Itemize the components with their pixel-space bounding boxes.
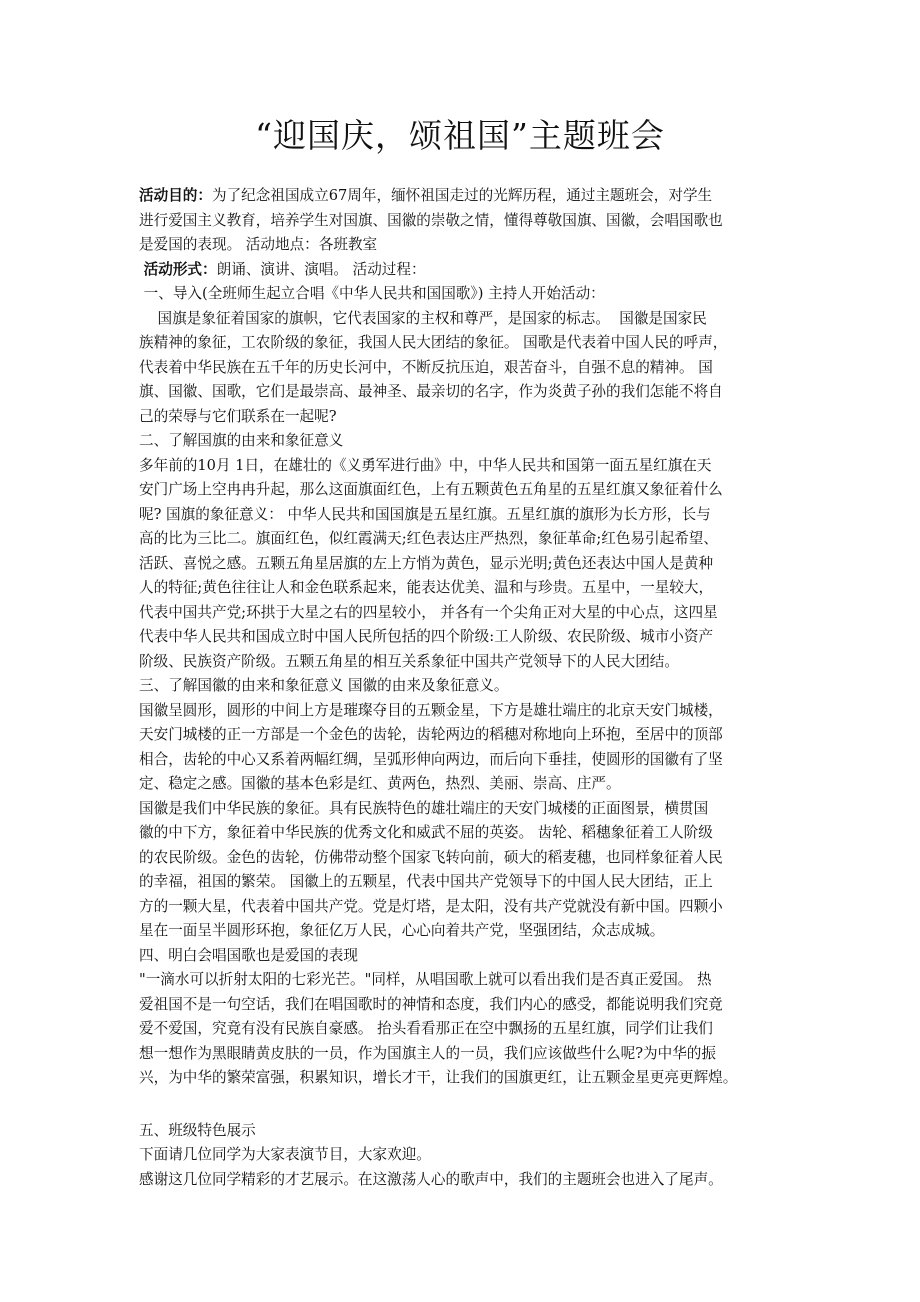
paragraph-line: 国徽呈圆形，圆形的中间上方是璀璨夺目的五颗金星，下方是雄壮端庄的北京天安门城楼， (139, 701, 723, 719)
form-label: 活动形式： (143, 260, 217, 278)
section-3-heading: 三、了解国徽的由来和象征意义 国徽的由来及象征意义。 (139, 677, 509, 694)
purpose-label: 活动目的： (139, 187, 212, 204)
section-4-heading: 四、明白会唱国歌也是爱国的表现 (139, 946, 358, 964)
paragraph-line: 代表中华人民共和国成立时中国人民所包括的四个阶级:工人阶级、农民阶级、城市小资产 (139, 628, 714, 645)
paragraph-line: 兴，为中华的繁荣富强，积累知识，增长才干，让我们的国旗更红，让五颗金星更亮更辉煌。 (139, 1069, 738, 1086)
paragraph-line: 呢? 国旗的象征意义： 中华人民共和国国旗是五星红旗。五星红旗的旗形为长方形，长与 (139, 505, 711, 523)
paragraph-gap (139, 1091, 789, 1119)
paragraph-line: 己的荣辱与它们联系在一起呢? (139, 407, 337, 425)
section-5-heading: 五、班级特色展示 (139, 1121, 256, 1139)
paragraph-line: 的幸福，祖国的繁荣。 国徽上的五颗星，代表中国共产党领导下的中国人民大团结，正上 (139, 873, 713, 890)
paragraph-line: 高的比为三比二。旗面红色，似红霞满天;红色表达庄严热烈，象征革命;红色易引起希望、 (139, 530, 718, 547)
paragraph-line: 旗、国徽、国歌，它们是最崇高、最神圣、最亲切的名字，作为炎黄子孙的我们怎能不将自 (139, 383, 723, 400)
paragraph-line: 的农民阶级。金色的齿轮，仿佛带动整个国家飞转向前，硕大的稻麦穗，也同样象征着人民 (139, 848, 723, 866)
paragraph-line: 安门广场上空冉冉升起，那么这面旗面红色，上有五颗黄色五角星的五星红旗又象征着什么 (139, 481, 723, 498)
paragraph-line: 爱祖国不是一句空话，我们在唱国歌时的神情和态度，我们内心的感受，都能说明我们究竟 (139, 995, 723, 1013)
paragraph-line: "一滴水可以折射太阳的七彩光芒。"同样，从唱国歌上就可以看出我们是否真正爱国。 热 (139, 971, 712, 988)
purpose-line: 是爱国的表现。 活动地点：各班教室 (139, 236, 378, 253)
paragraph-line: 族精神的象征，工农阶级的象征，我国人民大团结的象征。 国歌是代表着中国人民的呼声， (139, 334, 728, 351)
paragraph-line: 定、稳定之感。国徽的基本色彩是红、黄两色，热烈、美丽、崇高、庄严。 (139, 775, 621, 792)
paragraph-line: 国徽是我们中华民族的象征。具有民族特色的雄壮端庄的天安门城楼的正面图景，横贯国 (139, 799, 709, 817)
section-2-heading: 二、了解国旗的由来和象征意义 (139, 432, 344, 449)
paragraph-line: 活跃、喜悦之感。五颗五角星居旗的左上方悄为黄色，显示光明;黄色还表达中国人是黄种 (139, 554, 714, 572)
paragraph-line: 相合，齿轮的中心又系着两幅红绸，呈弧形伸向两边，而后向下垂挂，使圆形的国徽有了坚 (139, 750, 723, 768)
paragraph-line: 代表中国共产党;环拱于大星之右的四星较小， 并各有一个尖角正对大星的中心点，这四星 (139, 603, 718, 621)
purpose-line: 进行爱国主义教育，培养学生对国旗、国徽的崇敬之情，懂得尊敬国旗、国徽，会唱国歌也 (139, 211, 723, 229)
document-title: “迎国庆，颂祖国”主题班会 (255, 116, 665, 155)
paragraph-line: 星在一面呈半圆形环抱，象征亿万人民，心心向着共产党，坚强团结，众志成城。 (139, 922, 665, 939)
paragraph-line: 代表着中华民族在五千年的历史长河中，不断反抗压迫，艰苦奋斗，自强不息的精神。 国 (139, 358, 713, 376)
paragraph-line: 多年前的10月 1日，在雄壮的《义勇军进行曲》中，中华人民共和国第一面五星红旗在天 (139, 456, 712, 474)
document-body (139, 184, 789, 1192)
paragraph-line: 国旗是象征着国家的旗帜，它代表国家的主权和尊严，是国家的标志。 国徽是国家民 (139, 309, 707, 327)
form-text: 朗诵、演讲、演唱。 活动过程： (216, 260, 426, 278)
paragraph-line: 感谢这几位同学精彩的才艺展示。在这激荡人心的歌声中，我们的主题班会也进入了尾声。 (139, 1170, 723, 1188)
paragraph-line: 爱不爱国，究竟有没有民族自豪感。 抬头看看那正在空中飘扬的五星红旗，同学们让我们 (139, 1020, 713, 1037)
form-line (139, 258, 789, 283)
paragraph-line: 人的特征;黄色往往让人和金色联系起来，能表达优美、温和与珍贵。五星中，一星较大， (139, 579, 714, 596)
paragraph-line: 天安门城楼的正一方部是一个金色的齿轮，齿轮两边的稻穗对称地向上环抱，至居中的顶部 (139, 726, 723, 743)
paragraph-line: 徽的中下方，象征着中华民族的优秀文化和威武不屈的英姿。 齿轮、稻穗象征着工人阶级 (139, 824, 713, 841)
paragraph-line: 方的一颗大星，代表着中国共产党。党是灯塔，是太阳，没有共产党就没有新中国。四颗小 (139, 897, 723, 915)
purpose-text: 为了纪念祖国成立67周年，缅怀祖国走过的光辉历程，通过主题班会，对学生 (211, 187, 713, 204)
section-1-heading: 一、导入(全班师生起立合唱《中华人民共和国国歌》) 主持人开始活动： (139, 285, 605, 302)
purpose-line (139, 184, 789, 209)
paragraph-line: 阶级、民族资产阶级。五颗五角星的相互关系象征中国共产党领导下的人民大团结。 (139, 652, 679, 670)
paragraph-line: 想一想作为黑眼睛黄皮肤的一员，作为国旗主人的一员，我们应该做些什么呢?为中华的振 (139, 1044, 716, 1062)
paragraph-line: 下面请几位同学为大家表演节目，大家欢迎。 (139, 1146, 431, 1163)
